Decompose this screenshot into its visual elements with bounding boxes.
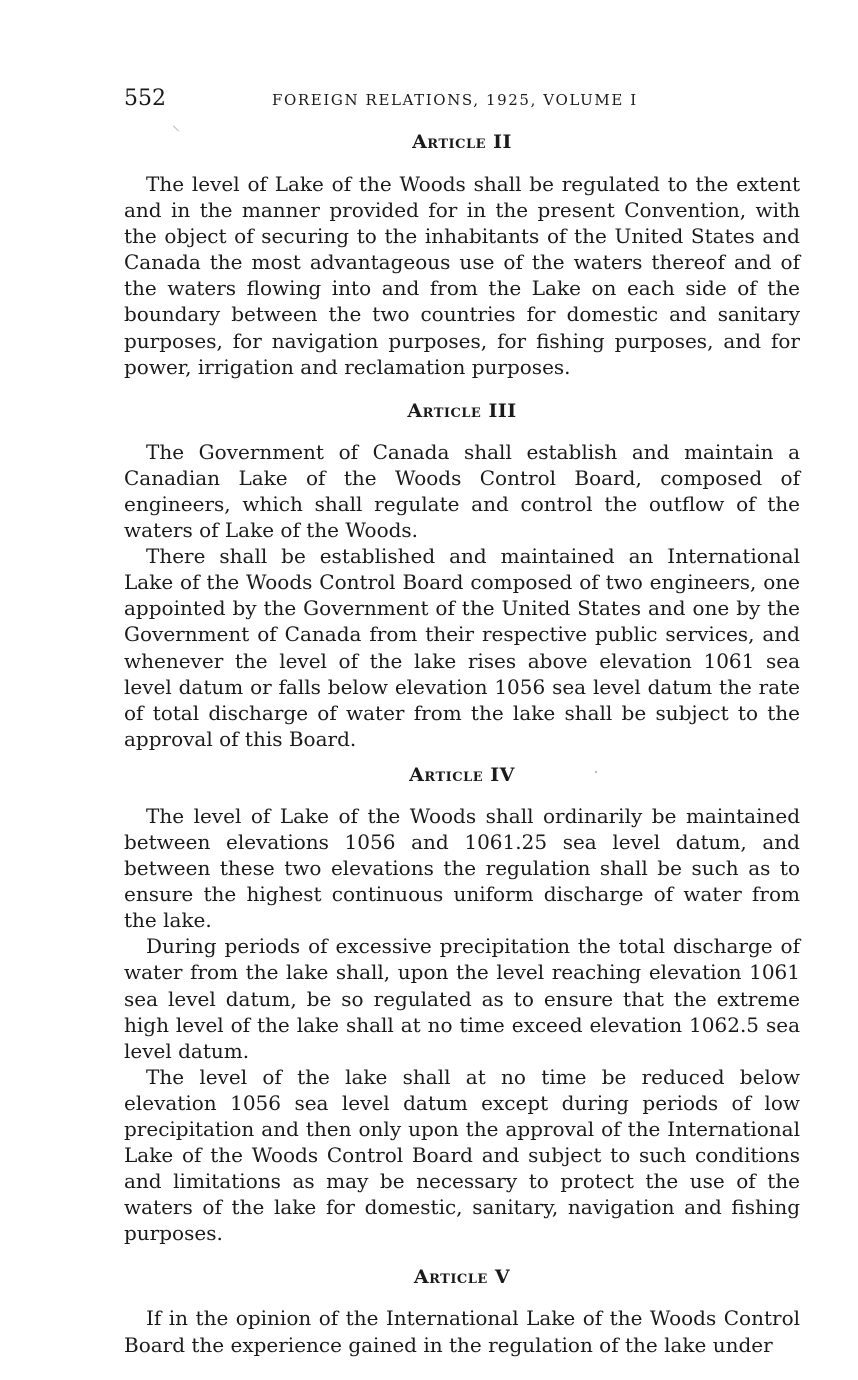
- article-2-paragraph-1: The level of Lake of the Woods shall be regulated to the extent and in the manner provided for in the present Convention, with the object of securing to the inhabitants of the United States and Canada the most advantageous use of the waters thereof and of the waters flowing into and from the Lake on each side of the boundary between the two countries for domestic and sanitary purposes, for navigation purposes, for fishing purposes, and for power, irrigation and reclamation purposes.: [124, 172, 800, 379]
- article-5-heading: Article V: [413, 1266, 511, 1289]
- article-5-paragraph-1: If in the opinion of the International Lake of the Woods Control Board the experience gained in the regulation of the lake under: [124, 1306, 800, 1357]
- article-4-heading: Article IV: [409, 763, 515, 786]
- scan-speck: [595, 771, 597, 773]
- article-3-paragraph-2: There shall be established and maintained an International Lake of the Woods Control Board composed of two engineers, one appointed by the Government of the United States and one by the Government of Canada from their respective public services, and whenever the level of the lake rises above elevation 1061 sea level datum or falls below elevation 1056 sea level datum the rate of total discharge of water from the lake shall be subject to the approval of this Board.: [124, 544, 800, 751]
- article-5-body: [124, 1305, 800, 1357]
- page-number: 552: [124, 86, 166, 111]
- document-page: [124, 86, 800, 1358]
- article-4-paragraph-3: The level of the lake shall at no time be reduced below elevation 1056 sea level datum except during periods of low precipitation and then only upon the approval of the International Lake of the Woods Control Board and subject to such conditions and limitations as may be necessary to protect the use of the waters of the lake for domestic, sanitary, navigation and fishing purposes.: [124, 1064, 800, 1246]
- running-head: [124, 86, 800, 116]
- article-3-body: [124, 439, 800, 752]
- article-4-body: [124, 803, 800, 1247]
- article-4-paragraph-1: The level of Lake of the Woods shall ordinarily be maintained between elevations 1056 and 1061.25 sea level datum, and between these two elevations the regulation shall be such as to ensure the highest continuous uniform discharge of water from the lake.: [124, 803, 800, 933]
- article-4-paragraph-2: During periods of excessive precipitation the total discharge of water from the lake shall, upon the level reaching elevation 1061 sea level datum, be so regulated as to ensure that the extreme high level of the lake shall at no time exceed elevation 1062.5 sea level datum.: [124, 934, 800, 1063]
- article-3-heading: Article III: [407, 399, 517, 422]
- article-2-heading: Article II: [412, 131, 512, 153]
- article-3-paragraph-1: The Government of Canada shall establish and maintain a Canadian Lake of the Woods Control Board, composed of engineers, which shall regulate and control the outflow of the waters of Lake of the Woods.: [124, 439, 800, 543]
- running-head-title: FOREIGN RELATIONS, 1925, VOLUME I: [272, 91, 638, 109]
- article-2-body: [124, 171, 800, 380]
